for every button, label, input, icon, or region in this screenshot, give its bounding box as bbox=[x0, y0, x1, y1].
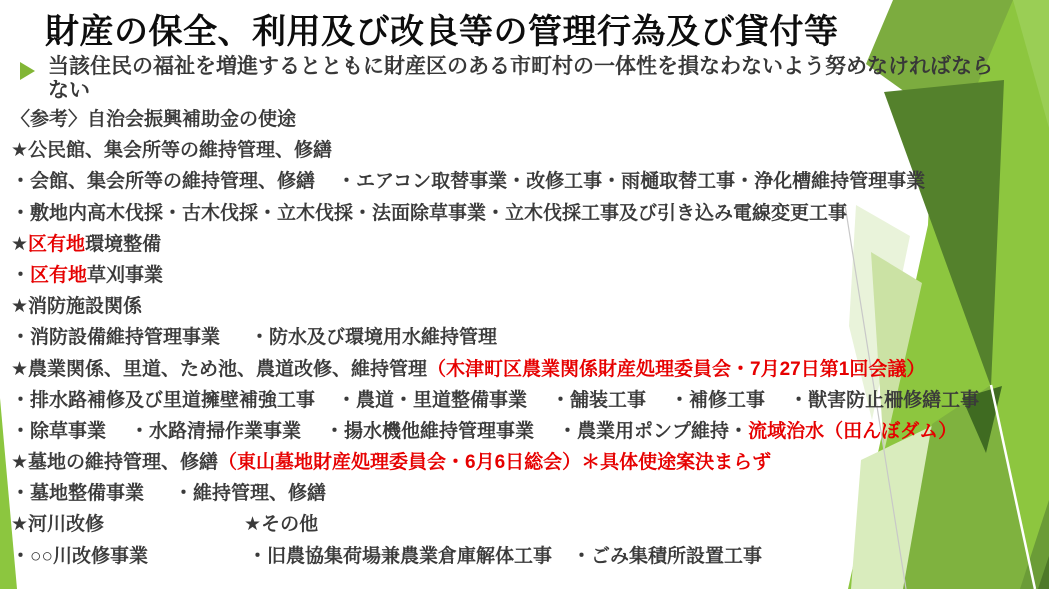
body-text-segment: ★消防施設関係 bbox=[11, 296, 143, 318]
column-gap-spacer bbox=[144, 494, 174, 495]
body-text-segment: 〈参考〉自治会振興補助金の使途 bbox=[11, 109, 297, 130]
body-text-segment: ★墓地の維持管理、修繕 bbox=[11, 452, 219, 474]
column-gap-spacer bbox=[301, 431, 325, 432]
body-text-segment: ・会館、集会所等の維持管理、修繕 bbox=[11, 171, 316, 193]
body-text-segment: ・舗装工事 bbox=[551, 389, 647, 411]
body-text-segment: ・防水及び環境用水維持管理 bbox=[250, 327, 498, 349]
body-text-segment: ・ bbox=[11, 264, 31, 286]
body-text-segment-red: （木津町区農業関係財産処理委員会・7月27日第1回会議） bbox=[427, 358, 926, 380]
body-line bbox=[11, 260, 1049, 291]
body-text-segment: ★河川改修 bbox=[11, 514, 105, 536]
column-gap-spacer bbox=[315, 400, 337, 401]
body-text-segment: ・旧農協集荷場兼農業倉庫解体工事 bbox=[247, 545, 552, 567]
body-text-segment: ・補修工事 bbox=[670, 389, 766, 411]
body-line bbox=[11, 354, 1049, 385]
body-text-segment: ・敷地内高木伐採・古木伐採・立木伐採・法面除草事業・立木伐採工事及び引き込み電線変更工事 bbox=[11, 202, 848, 224]
body-text-segment-red: 区有地 bbox=[28, 233, 86, 255]
subtitle-bullet-row bbox=[20, 55, 1005, 102]
body-text-segment: ・除草事業 bbox=[11, 420, 107, 442]
body-text-segment: ・水路清掃作業事業 bbox=[130, 420, 302, 442]
body-text-segment: ★ bbox=[11, 233, 29, 255]
body-line bbox=[11, 509, 1049, 540]
body-line bbox=[11, 166, 1049, 197]
body-text-segment: ・維持管理、修繕 bbox=[174, 483, 327, 505]
body-text-segment: ・○○川改修事業 bbox=[11, 545, 148, 567]
body-text-segment: ・獣害防止柵修繕工事 bbox=[789, 389, 980, 411]
body-text-segment: 草刈事業 bbox=[87, 264, 164, 286]
body-line bbox=[11, 478, 1049, 509]
body-text-segment-red: （東山墓地財産処理委員会・6月6日総会）＊具体使途案決まらず bbox=[218, 452, 772, 474]
column-gap-spacer bbox=[527, 400, 551, 401]
column-gap-spacer bbox=[765, 400, 789, 401]
slide-title: 財産の保全、利用及び改良等の管理行為及び貸付等 bbox=[45, 13, 839, 51]
body-line bbox=[11, 385, 1049, 416]
body-line bbox=[11, 416, 1049, 447]
body-text-segment-red: 流域治水（田んぼダム） bbox=[748, 420, 958, 442]
body-text-segment: ・揚水機他維持管理事業 bbox=[325, 420, 535, 442]
body-text-segment: ・墓地整備事業 bbox=[11, 483, 145, 505]
body-line bbox=[11, 198, 1049, 229]
body-list bbox=[11, 104, 1049, 572]
body-line bbox=[11, 322, 1049, 353]
column-gap-spacer bbox=[646, 400, 670, 401]
column-gap-spacer bbox=[106, 431, 130, 432]
body-text-segment: ・農道・里道整備事業 bbox=[337, 389, 528, 411]
body-line bbox=[11, 104, 1049, 135]
subtitle-text: 当該住民の福祉を増進するとともに財産区のある市町村の一体性を損なわないよう努めなければならない bbox=[48, 55, 993, 102]
column-gap-spacer bbox=[220, 338, 250, 339]
body-text-segment: ・エアコン取替事業・改修工事・雨樋取替工事・浄化槽維持管理事業 bbox=[337, 171, 926, 193]
body-text-segment-red: 区有地 bbox=[30, 264, 88, 286]
column-gap-spacer bbox=[534, 431, 558, 432]
body-line bbox=[11, 229, 1049, 260]
body-line bbox=[11, 291, 1049, 322]
column-gap-spacer bbox=[315, 182, 337, 183]
body-text-segment: ★その他 bbox=[244, 514, 319, 536]
body-text-segment: ・排水路補修及び里道擁壁補強工事 bbox=[11, 389, 316, 411]
body-text-segment: ・消防設備維持管理事業 bbox=[11, 327, 221, 349]
body-text-segment: ★公民館、集会所等の維持管理、修繕 bbox=[11, 140, 333, 162]
column-gap-spacer bbox=[148, 556, 248, 557]
triangle-bullet-icon bbox=[20, 62, 35, 80]
body-text-segment: ・ごみ集積所設置工事 bbox=[571, 545, 762, 567]
column-gap-spacer bbox=[552, 556, 572, 557]
body-line bbox=[11, 135, 1049, 166]
body-text-segment: ・農業用ポンプ維持・ bbox=[558, 420, 749, 442]
body-text-segment: ★農業関係、里道、ため池、農道改修、維持管理 bbox=[11, 358, 428, 380]
column-gap-spacer bbox=[104, 525, 244, 526]
body-line bbox=[11, 447, 1049, 478]
body-text-segment: 環境整備 bbox=[85, 233, 162, 255]
body-line bbox=[11, 541, 1049, 572]
